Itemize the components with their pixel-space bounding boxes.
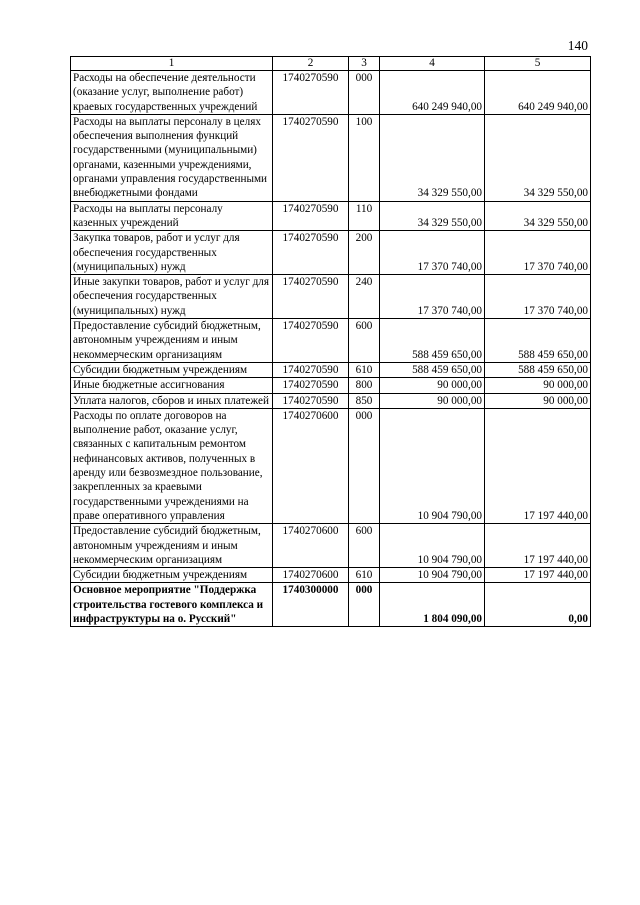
row-code-cell: 1740270590 <box>273 71 349 115</box>
header-row <box>71 57 591 71</box>
row-name-cell: Уплата налогов, сборов и иных платежей <box>71 393 273 408</box>
row-value-col4: 588 459 650,00 <box>380 319 485 363</box>
row-value-col5: 34 329 550,00 <box>485 201 591 231</box>
row-name-cell: Иные закупки товаров, работ и услуг для обеспечения государственных (муниципальных) нужд <box>71 275 273 319</box>
header-cell: 5 <box>485 57 591 71</box>
row-value-col5: 17 370 740,00 <box>485 275 591 319</box>
row-type-cell: 240 <box>349 275 380 319</box>
row-value-col4: 34 329 550,00 <box>380 114 485 201</box>
row-type-cell: 600 <box>349 319 380 363</box>
row-value-col4: 640 249 940,00 <box>380 71 485 115</box>
row-value-col4: 10 904 790,00 <box>380 568 485 583</box>
header-cell: 3 <box>349 57 380 71</box>
row-name-cell: Закупка товаров, работ и услуг для обеспечения государственных (муниципальных) нужд <box>71 231 273 275</box>
table-row <box>71 568 591 583</box>
row-code-cell: 1740270590 <box>273 114 349 201</box>
row-name-cell: Расходы на обеспечение деятельности (оказание услуг, выполнение работ) краевых государственных учреждений <box>71 71 273 115</box>
table-row <box>71 319 591 363</box>
table-row <box>71 201 591 231</box>
row-value-col5: 640 249 940,00 <box>485 71 591 115</box>
page-number: 140 <box>567 38 588 53</box>
row-value-col5: 17 370 740,00 <box>485 231 591 275</box>
row-name-cell: Предоставление субсидий бюджетным, автономным учреждениям и иным некоммерческим организациям <box>71 524 273 568</box>
row-value-col5: 17 197 440,00 <box>485 408 591 523</box>
table-row <box>71 114 591 201</box>
row-value-col4: 17 370 740,00 <box>380 231 485 275</box>
row-type-cell: 000 <box>349 408 380 523</box>
row-value-col5: 588 459 650,00 <box>485 319 591 363</box>
row-name-cell: Расходы на выплаты персоналу казенных учреждений <box>71 201 273 231</box>
table-row <box>71 393 591 408</box>
row-value-col4: 10 904 790,00 <box>380 524 485 568</box>
row-value-col5: 90 000,00 <box>485 378 591 393</box>
row-value-col4: 90 000,00 <box>380 378 485 393</box>
row-code-cell: 1740270590 <box>273 201 349 231</box>
row-name-cell: Субсидии бюджетным учреждениям <box>71 568 273 583</box>
table-row <box>71 71 591 115</box>
row-type-cell: 800 <box>349 378 380 393</box>
row-name-cell: Расходы на выплаты персоналу в целях обеспечения выполнения функций государственными (муниципальными) органами, казенными учреждениями, органами управления государственными внебюджетными фондами <box>71 114 273 201</box>
row-type-cell: 200 <box>349 231 380 275</box>
row-code-cell: 1740270590 <box>273 393 349 408</box>
row-name-cell: Субсидии бюджетным учреждениям <box>71 362 273 377</box>
row-value-col4: 10 904 790,00 <box>380 408 485 523</box>
row-value-col5: 588 459 650,00 <box>485 362 591 377</box>
row-type-cell: 610 <box>349 568 380 583</box>
row-code-cell: 1740270590 <box>273 319 349 363</box>
row-name-cell: Расходы по оплате договоров на выполнение работ, оказание услуг, связанных с капитальным ремонтом нефинансовых активов, полученных в аренду или безвозмездное пользование, закрепленных за краевыми государственными учреждениями на праве оперативного управления <box>71 408 273 523</box>
row-type-cell: 850 <box>349 393 380 408</box>
row-code-cell: 1740270590 <box>273 362 349 377</box>
table-body <box>71 71 591 627</box>
row-value-col5: 17 197 440,00 <box>485 568 591 583</box>
row-code-cell: 1740270600 <box>273 568 349 583</box>
table-row <box>71 408 591 523</box>
row-type-cell: 110 <box>349 201 380 231</box>
table-row <box>71 231 591 275</box>
budget-table <box>70 56 591 627</box>
header-cell: 1 <box>71 57 273 71</box>
table-row <box>71 378 591 393</box>
row-name-cell: Иные бюджетные ассигнования <box>71 378 273 393</box>
row-value-col5: 17 197 440,00 <box>485 524 591 568</box>
row-value-col4: 1 804 090,00 <box>380 583 485 627</box>
row-value-col5: 34 329 550,00 <box>485 114 591 201</box>
table-row <box>71 583 591 627</box>
row-type-cell: 000 <box>349 71 380 115</box>
row-value-col5: 90 000,00 <box>485 393 591 408</box>
row-value-col4: 34 329 550,00 <box>380 201 485 231</box>
table-row <box>71 275 591 319</box>
header-cell: 2 <box>273 57 349 71</box>
row-code-cell: 1740270600 <box>273 524 349 568</box>
row-name-cell: Основное мероприятие "Поддержка строительства гостевого комплекса и инфраструктуры на о. Русский" <box>71 583 273 627</box>
row-name-cell: Предоставление субсидий бюджетным, автономным учреждениям и иным некоммерческим организациям <box>71 319 273 363</box>
header-cell: 4 <box>380 57 485 71</box>
row-type-cell: 600 <box>349 524 380 568</box>
row-type-cell: 610 <box>349 362 380 377</box>
row-code-cell: 1740270590 <box>273 231 349 275</box>
row-value-col4: 17 370 740,00 <box>380 275 485 319</box>
row-value-col4: 90 000,00 <box>380 393 485 408</box>
row-code-cell: 1740270600 <box>273 408 349 523</box>
row-type-cell: 000 <box>349 583 380 627</box>
row-code-cell: 1740270590 <box>273 275 349 319</box>
row-type-cell: 100 <box>349 114 380 201</box>
table-row <box>71 362 591 377</box>
row-code-cell: 1740270590 <box>273 378 349 393</box>
row-value-col4: 588 459 650,00 <box>380 362 485 377</box>
row-value-col5: 0,00 <box>485 583 591 627</box>
row-code-cell: 1740300000 <box>273 583 349 627</box>
table-row <box>71 524 591 568</box>
